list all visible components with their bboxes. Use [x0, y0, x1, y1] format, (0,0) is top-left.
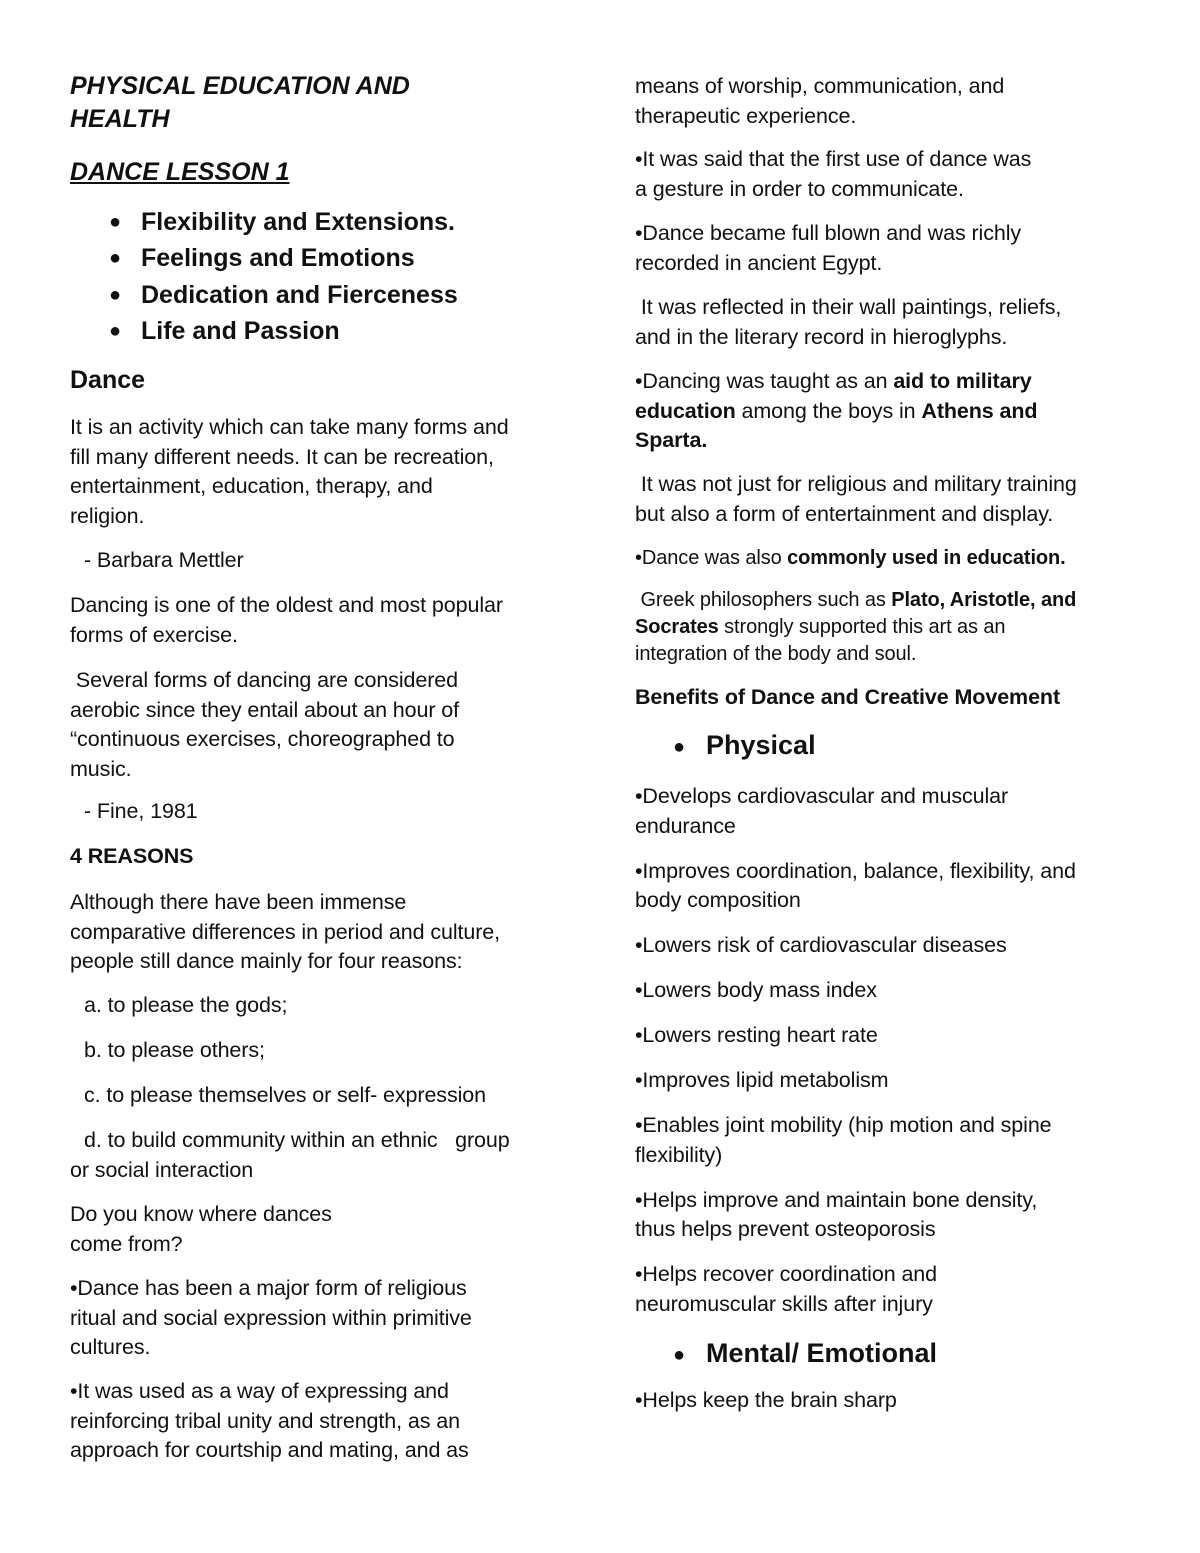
bullet-icon: ● [109, 319, 122, 342]
aerobic-paragraph: Several forms of dancing are considered aerobic since they entail about an hour of “continuous exercises, choreographed to music. [70, 668, 460, 781]
document-page: PHYSICAL EDUCATION AND HEALTH DANCE LESSON 1 ● Flexibility and Extensions. ● Feelings and Emotions ● Dedication and Fierceness ● Life and Passion Dance It is an activity which can take many forms and fill many different needs. It can be recreation, entertainment, education, therapy, and religion. - Barbara Mettler Dancing is one of the oldest and most popular forms of exercise. Several forms of dancing are considered aerobic since they entail about an hour of “continuous exercises, choreographed to music. - Fine, 1981 4 REASONS Although there have been immense comparative differences in period and culture, people still dance mainly for four reasons: a. to please the gods; b. to please others; c. to please themselves or self- expression d. to build community within an ethnic group or social interaction Do you know where dances come from? •Dance has been a major form of religious ritual and social expression within primitive cultures. •It was used as a way of expressing and reinforcing tribal unity and strength, as an approach for courtship and mating, and as means of worship, communication, and therapeutic experience. •It was said that the first use of dance was a gesture in order to communicate. •Dance became full blown and was richly recorded in ancient Egypt. It was reflected in their wall paintings, reliefs, and in the literary record in hieroglyphs. •Dancing was taught as an aid to military education among the boys in Athens and Sparta. It was not just for religious and military training but also a form of entertainment and display. •Dance was also commonly used in education. Greek philosophers such as Plato, Aristotle, and Socrates strongly supported this art as an integration of the body and soul. Benefits of Dance and Creative Movement ● Physical •Develops cardiovascular and muscular endurance •Improves coordination, balance, flexibility, and body composition •Lowers risk of cardiovascular diseases •Lowers body mass index •Lowers resting heart rate •Improves lipid metabolism •Enables joint mobility (hip motion and spine flexibility) •Helps improve and maintain bone density, thus helps prevent osteoporosis •Helps recover coordination and neuromuscular skills after injury ● Mental/ Emotional •Helps keep the brain sharp [0, 0, 1200, 1553]
reason-b: b. to please others; [84, 1038, 265, 1062]
bullet-icon: ● [109, 283, 122, 306]
list-item: •Helps keep the brain sharp [635, 1388, 897, 1412]
topic-list [70, 204, 570, 349]
list-item: •Helps recover coordination and neuromuscular skills after injury [635, 1262, 938, 1316]
title-line-2: HEALTH [70, 105, 170, 133]
reasons-heading: 4 REASONS [70, 844, 194, 868]
origin-paragraph-4: •Dance became full blown and was richly recorded in ancient Egypt. [635, 221, 1022, 275]
bullet-icon: ● [109, 247, 122, 270]
origin-paragraph-2-continued: means of worship, communication, and therapeutic experience. [635, 74, 1005, 128]
bullet-icon: ● [673, 1344, 686, 1366]
list-item: •Develops cardiovascular and muscular endurance [635, 784, 1009, 838]
origin-paragraph-7: It was not just for religious and military training but also a form of entertainment and display. [635, 472, 1077, 526]
list-item: •Enables joint mobility (hip motion and spine flexibility) [635, 1113, 1052, 1167]
topic-item: ● Dedication and Fierceness [70, 277, 570, 313]
list-item: •Helps improve and maintain bone density, thus helps prevent osteoporosis [635, 1187, 1038, 1241]
definition-author: - Barbara Mettler [84, 548, 244, 572]
reason-a: a. to please the gods; [84, 993, 288, 1017]
list-item: •Lowers resting heart rate [635, 1023, 878, 1047]
bullet-icon: ● [109, 211, 122, 233]
bullet-icon: ● [673, 736, 686, 758]
mental-benefits-list [635, 1386, 897, 1416]
benefits-heading: Benefits of Dance and Creative Movement [635, 685, 1061, 709]
list-item: •Lowers risk of cardiovascular diseases [635, 933, 1007, 957]
topic-item: ● Life and Passion [70, 313, 570, 349]
topic-item: ● Feelings and Emotions [70, 240, 570, 276]
origin-paragraph-1: •Dance has been a major form of religious ritual and social expression within primitive cultures. [70, 1276, 472, 1359]
reason-c: c. to please themselves or self- expression [84, 1083, 486, 1107]
list-item: •Lowers body mass index [635, 978, 877, 1002]
list-item: •Improves coordination, balance, flexibility, and body composition [635, 858, 1076, 912]
lesson-heading: DANCE LESSON 1 [70, 158, 290, 186]
origin-paragraph-6: •Dancing was taught as an aid to military education among the boys in Athens and Sparta. [635, 369, 1038, 452]
origin-paragraph-2: •It was used as a way of expressing and reinforcing tribal unity and strength, as an approach for courtship and mating, and as [70, 1379, 469, 1462]
topic-item: ● Flexibility and Extensions. [70, 204, 570, 240]
document-title [70, 70, 410, 136]
origin-paragraph-9: Greek philosophers such as Plato, Aristotle, and Socrates strongly supported this art as an integration of the body and soul. [635, 589, 1077, 665]
list-item: •Improves lipid metabolism [635, 1068, 889, 1092]
origin-paragraph-5: It was reflected in their wall paintings, reliefs, and in the literary record in hieroglyphs. [635, 295, 1062, 349]
physical-benefits-list [635, 782, 1145, 1335]
aerobic-author: - Fine, 1981 [84, 799, 198, 823]
dance-heading: Dance [70, 366, 146, 394]
origin-paragraph-8: •Dance was also commonly used in education. [635, 547, 1066, 569]
origin-question: Do you know where dances come from? [70, 1202, 332, 1256]
title-line-1: PHYSICAL EDUCATION AND [70, 72, 410, 100]
oldest-exercise-paragraph: Dancing is one of the oldest and most popular forms of exercise. [70, 593, 503, 647]
reasons-intro: Although there have been immense comparative differences in period and culture, people still dance mainly for four reasons: [70, 890, 501, 973]
reason-d: d. to build community within an ethnic group or social interaction [70, 1128, 510, 1182]
dance-definition: It is an activity which can take many forms and fill many different needs. It can be recreation, entertainment, education, therapy, and religion. [70, 415, 509, 528]
origin-paragraph-3: •It was said that the first use of dance was a gesture in order to communicate. [635, 147, 1032, 201]
